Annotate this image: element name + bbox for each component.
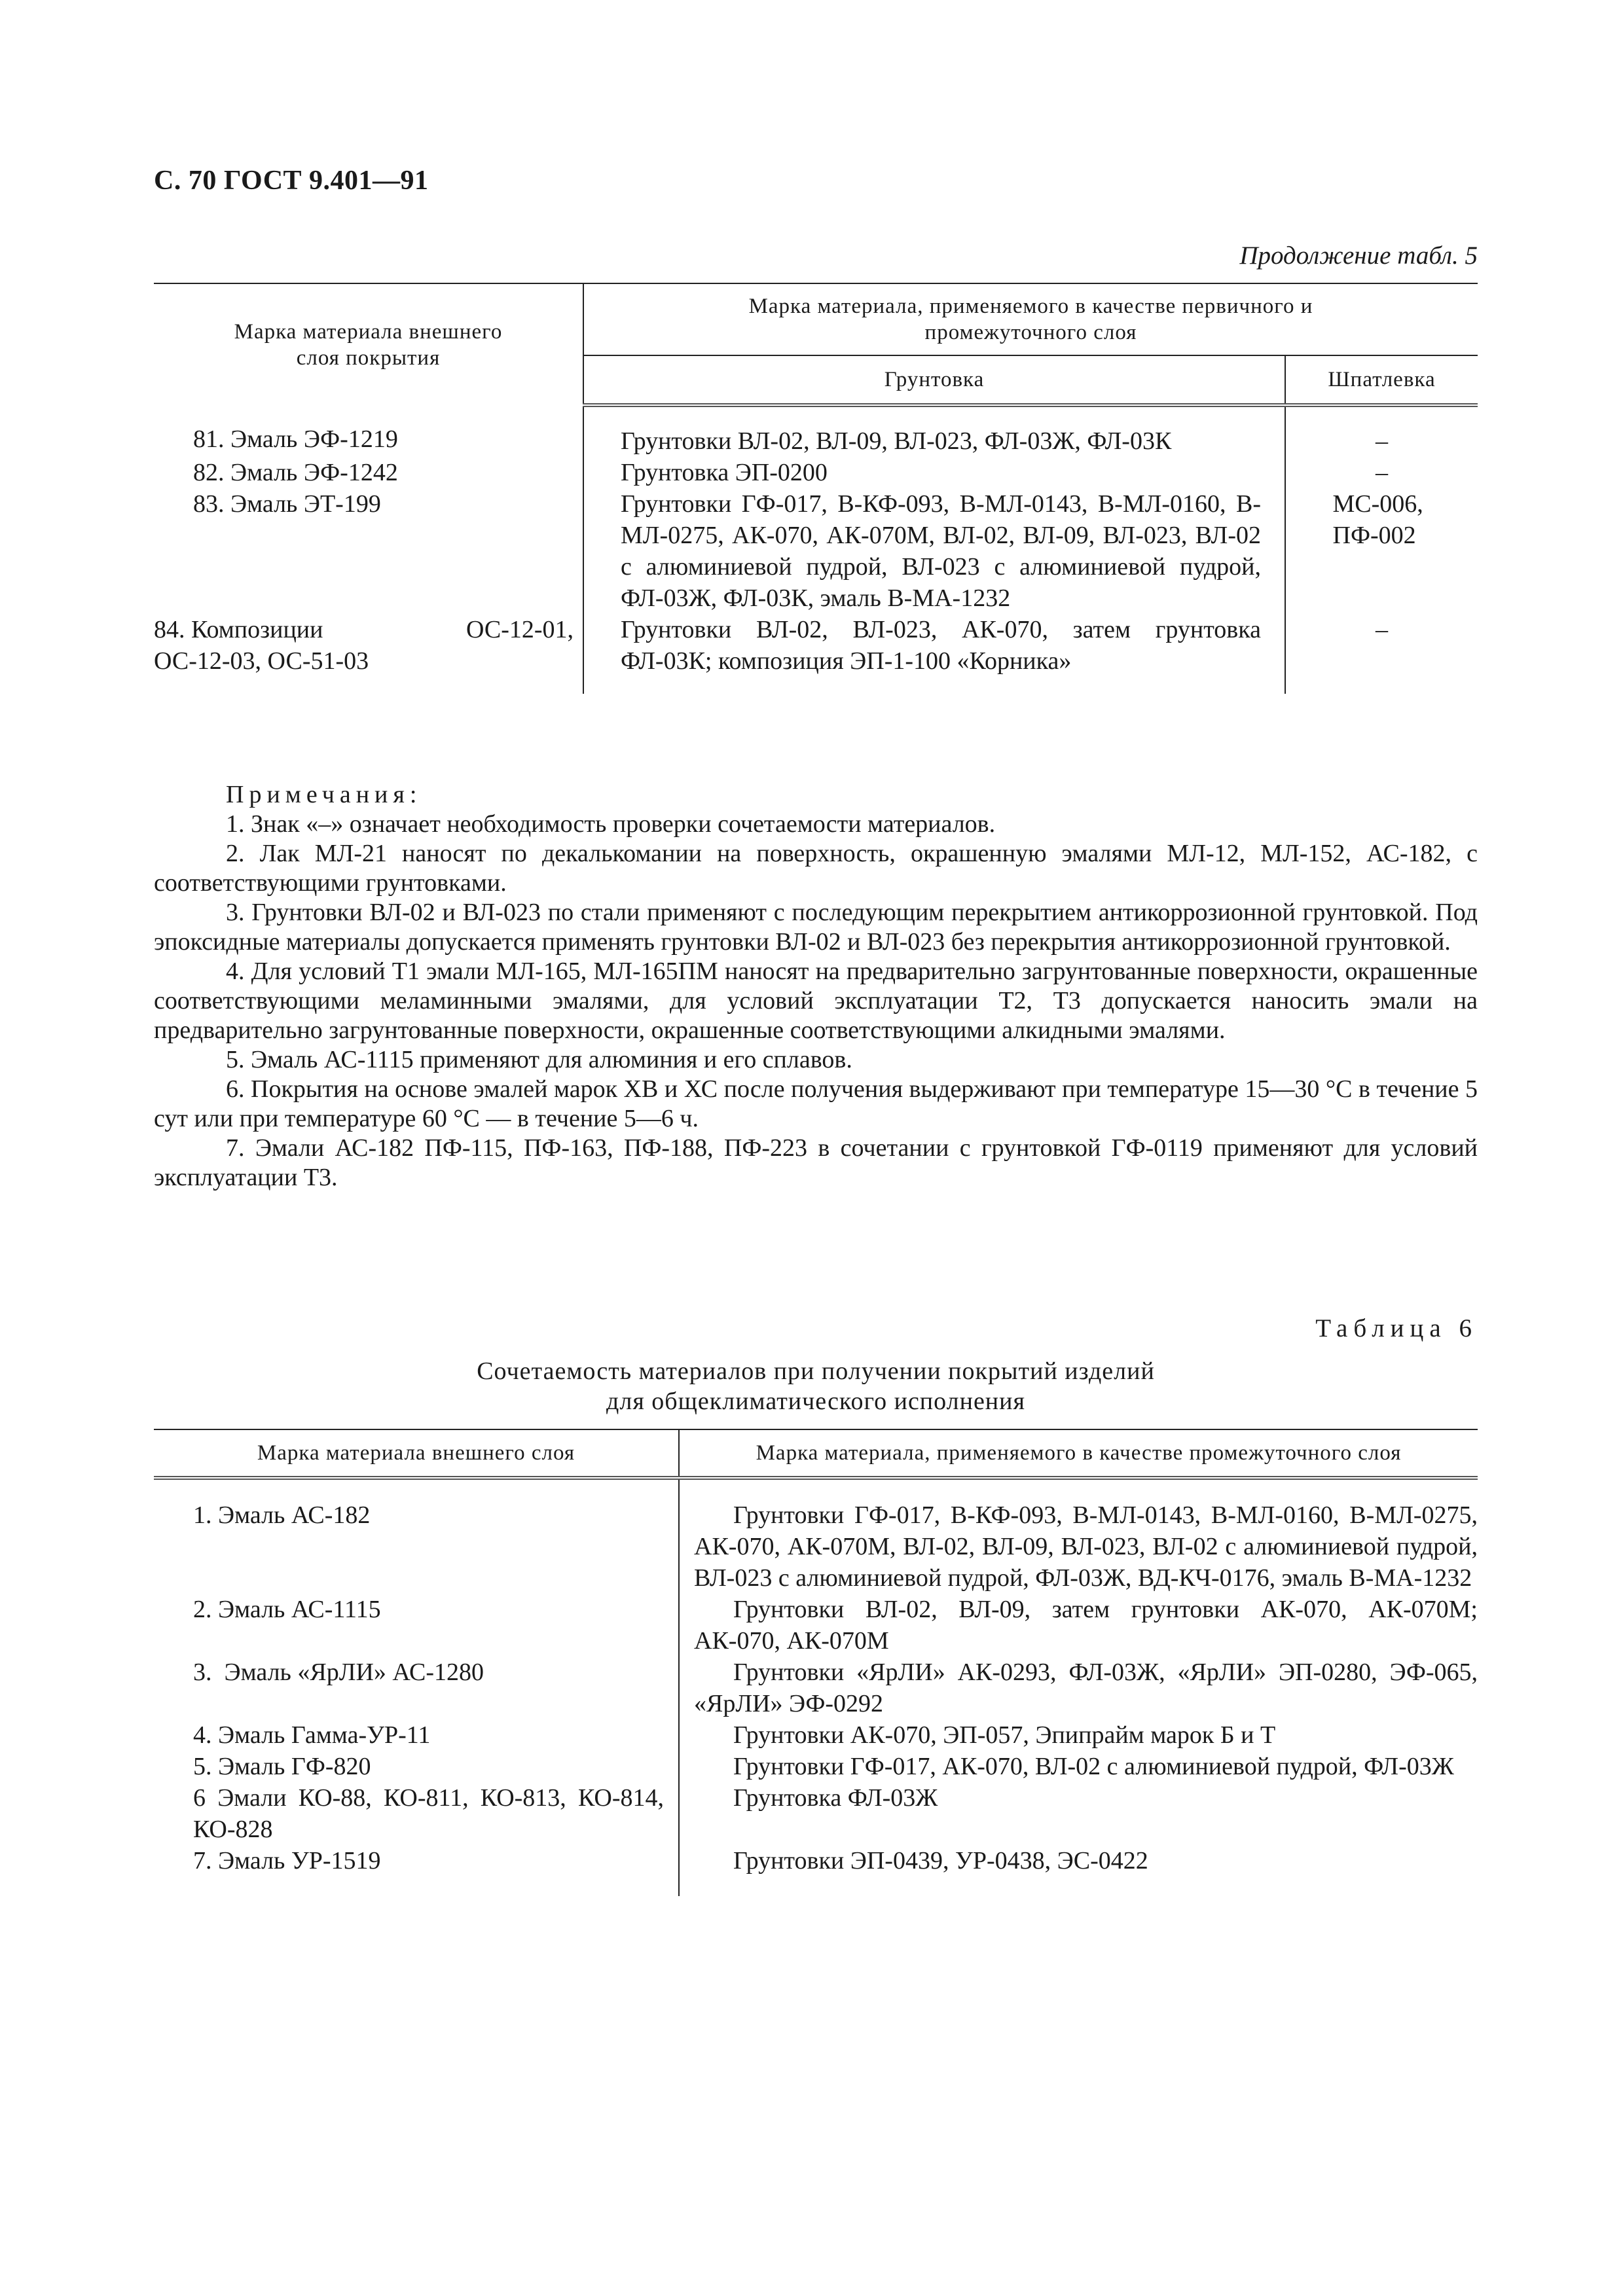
table-6-caption-line: для общеклиматического исполнения [606,1388,1025,1415]
cell-outer-layer: 6 Эмали КО-88, КО-811, КО-813, КО-814, КО-828 [154,1782,679,1845]
cell-putty: МС-006, ПФ-002 [1332,490,1423,549]
column-header-putty: Шпатлевка [1285,355,1478,405]
cell-outer-layer [154,614,583,694]
column-header-outer-layer: Марка материала внешнего слоя покрытия [154,283,583,405]
table-6-caption-line: Сочетаемость материалов при получении покрытий изделий [477,1357,1155,1385]
page-header: С. 70 ГОСТ 9.401—91 [154,166,429,196]
note-item: 1. Знак «–» означает необходимость проверки сочетаемости материалов. [226,810,996,838]
cell-primer: Грунтовки ГФ-017, В-КФ-093, В-МЛ-0143, В-МЛ-0160, В-МЛ-0275, АК-070, АК-070М, ВЛ-02, ВЛ-09, ВЛ-023, ВЛ-02 с алюминиевой пудрой, ВЛ-023 с алюминиевой пудрой, ФЛ-03Ж, ФЛ-03К, эмаль В-МА-1232 [583,488,1285,614]
note-item: 5. Эмаль АС-1115 применяют для алюминия и его сплавов. [226,1046,852,1073]
cell-outer-layer: 5. Эмаль ГФ-820 [154,1751,679,1782]
cell-outer-layer: 83. Эмаль ЭТ-199 [154,488,583,614]
notes-title: Примечания: [226,781,422,808]
table-row [154,1782,1478,1845]
table-row [154,1719,1478,1751]
table-6-label: Таблица 6 [1315,1314,1478,1342]
note-item: 2. Лак МЛ-21 наносят по декалькомании на поверхность, окрашенную эмалями МЛ-12, МЛ-152, АС-182, с соответствующими грунтовками. [154,840,1478,897]
column-header-primer: Грунтовка [583,355,1285,405]
cell-outer-layer: 3. Эмаль «ЯрЛИ» АС-1280 [154,1657,679,1719]
cell-intermediate-layer: Грунтовки ГФ-017, В-КФ-093, В-МЛ-0143, В-МЛ-0160, В-МЛ-0275, АК-070, АК-070М, ВЛ-02, ВЛ-09, ВЛ-023, ВЛ-02 с алюминиевой пудрой, ВЛ-023 с алюминиевой пудрой, ФЛ-03Ж, ВД-КЧ-0176, эмаль В-МА-1232 [694,1501,1478,1592]
cell-intermediate-layer: Грунтовки ЭП-0439, УР-0438, ЭС-0422 [733,1847,1148,1874]
cell-outer-layer-part: ОС-12-01, [465,616,574,643]
cell-putty: – [1376,427,1388,455]
cell-primer: Грунтовки ВЛ-02, ВЛ-09, ВЛ-023, ФЛ-03Ж, ФЛ-03К [583,405,1285,457]
table-row [154,1845,1478,1896]
table-5-continuation [154,283,1478,694]
table-row [154,1478,1478,1594]
column-header-outer-layer: Марка материала внешнего слоя [154,1429,679,1478]
column-header-intermediate-layer: Марка материала, применяемого в качестве промежуточного слоя [679,1429,1478,1478]
table-row [154,457,1478,488]
cell-primer: Грунтовки ВЛ-02, ВЛ-023, АК-070, затем грунтовка ФЛ-03К; композиция ЭП-1-100 «Корника» [583,614,1285,694]
notes-section [154,780,1478,1193]
cell-outer-layer: 2. Эмаль АС-1115 [154,1594,679,1657]
cell-intermediate-layer: Грунтовки ВЛ-02, ВЛ-09, затем грунтовки АК-070, АК-070М; АК-070, АК-070М [694,1596,1478,1655]
table-row [154,1751,1478,1782]
table-row [154,488,1478,614]
table-6-caption [154,1356,1478,1416]
cell-putty: – [1376,616,1388,643]
cell-outer-layer: 81. Эмаль ЭФ-1219 [154,405,583,457]
note-item: 4. Для условий Т1 эмали МЛ-165, МЛ-165ПМ наносят на предварительно загрунтованные поверхности, окрашенные соответствующими меламинными эмалями, для условий эксплуатации Т2, Т3 допускается наносить эмали на предварительно загрунтованные поверхности, окрашенные соответствующими алкидными эмалями. [154,958,1478,1044]
table-row [154,405,1478,457]
cell-outer-layer-part: ОС-12-03, ОС-51-03 [154,647,369,675]
cell-outer-layer: 7. Эмаль УР-1519 [154,1845,679,1896]
note-item: 7. Эмали АС-182 ПФ-115, ПФ-163, ПФ-188, ПФ-223 в сочетании с грунтовкой ГФ-0119 применяют для условий эксплуатации Т3. [154,1134,1478,1191]
cell-outer-layer: 4. Эмаль Гамма-УР-11 [154,1719,679,1751]
note-item: 6. Покрытия на основе эмалей марок ХВ и ХС после получения выдерживают при температуре 15—30 °С в течение 5 сут или при температуре 60 °С — в течение 5—6 ч. [154,1075,1478,1132]
column-group-header: Марка материала, применяемого в качестве первичного и промежуточного слоя [583,283,1478,355]
table-row [154,1594,1478,1657]
cell-outer-layer: 82. Эмаль ЭФ-1242 [154,457,583,488]
cell-intermediate-layer: Грунтовки АК-070, ЭП-057, Эпипрайм марок Б и Т [733,1721,1276,1749]
cell-intermediate-layer: Грунтовка ФЛ-03Ж [733,1784,938,1812]
table-row [154,614,1478,694]
table-row [154,1657,1478,1719]
cell-intermediate-layer: Грунтовки «ЯрЛИ» АК-0293, ФЛ-03Ж, «ЯрЛИ» ЭП-0280, ЭФ-065, «ЯрЛИ» ЭФ-0292 [694,1659,1478,1717]
table-6 [154,1429,1478,1896]
cell-intermediate-layer: Грунтовки ГФ-017, АК-070, ВЛ-02 с алюминиевой пудрой, ФЛ-03Ж [733,1753,1454,1780]
cell-putty: – [1376,459,1388,486]
table-continuation-label: Продолжение табл. 5 [1239,242,1478,270]
cell-outer-layer: 1. Эмаль АС-182 [154,1478,679,1594]
cell-primer: Грунтовка ЭП-0200 [583,457,1285,488]
cell-outer-layer-part: 84. Композиции [154,616,323,643]
note-item: 3. Грунтовки ВЛ-02 и ВЛ-023 по стали применяют с последующим перекрытием антикоррозионной грунтовкой. Под эпоксидные материалы допускается применять грунтовки ВЛ-02 и ВЛ-023 без перекрытия антикоррозионной грунтовкой. [154,899,1478,956]
